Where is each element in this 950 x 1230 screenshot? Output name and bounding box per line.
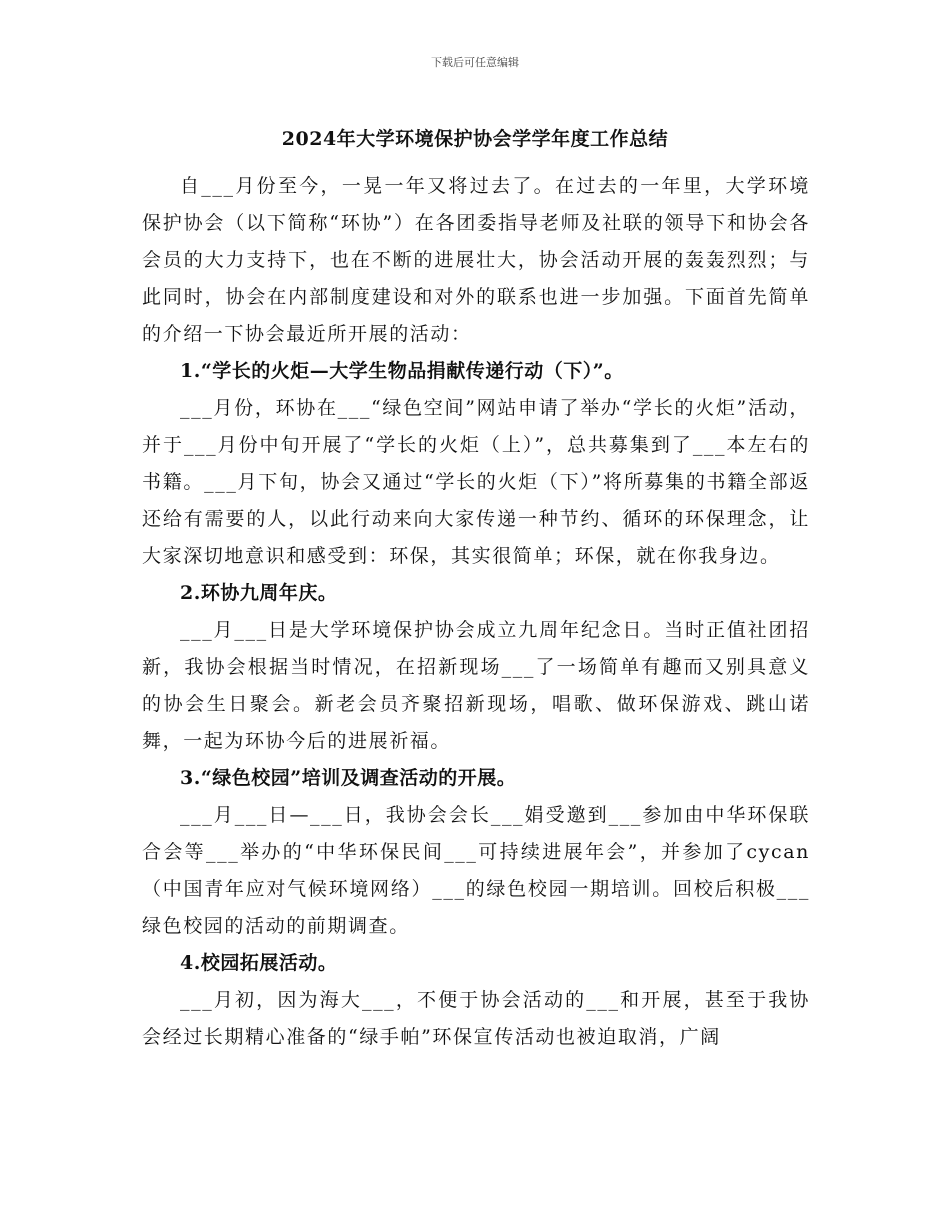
document-body bbox=[142, 168, 810, 1056]
section-2-heading: 2.环协九周年庆。 bbox=[180, 582, 338, 604]
section-1-heading: 1.“学长的火炬—大学生物品捐献传递行动（下）”。 bbox=[180, 360, 624, 382]
section-4-heading: 4.校园拓展活动。 bbox=[180, 952, 338, 974]
section-2-body: ___月___日是大学环境保护协会成立九周年纪念日。当时正值社团招新，我协会根据当时情况，在招新现场___了一场简单有趣而又别具意义的协会生日聚会。新老会员齐聚招新现场，唱歌、做环保游戏、跳山诺舞，一起为环协今后的进展祈福。 bbox=[142, 619, 810, 752]
section-1-body: ___月份，环协在___“绿色空间”网站申请了举办“学长的火炬”活动，并于___月份中旬开展了“学长的火炬（上）”，总共募集到了___本左右的书籍。___月下旬，协会又通过“学长的火炬（下）”将所募集的书籍全部返还给有需要的人，以此行动来向大家传递一种节约、循环的环保理念，让大家深切地意识和感受到：环保，其实很简单；环保，就在你我身边。 bbox=[142, 397, 810, 567]
section-3-body: ___月___日—___日，我协会会长___娟受邀到___参加由中华环保联合会等___举办的“中华环保民间___可持续进展年会”，并参加了cycan（中国青年应对气候环境网络）___的绿色校园一期培训。回校后积极___绿色校园的活动的前期调查。 bbox=[142, 804, 810, 937]
section-3-heading: 3.“绿色校园”培训及调查活动的开展。 bbox=[180, 767, 517, 789]
intro-paragraph: 自___月份至今，一晃一年又将过去了。在过去的一年里，大学环境保护协会（以下简称“环协”）在各团委指导老师及社联的领导下和协会各会员的大力支持下，也在不断的进展壮大，协会活动开展的轰轰烈烈；与此同时，协会在内部制度建设和对外的联系也进一步加强。下面首先简单的介绍一下协会最近所开展的活动： bbox=[142, 175, 810, 345]
section-4-body: ___月初，因为海大___，不便于协会活动的___和开展，甚至于我协会经过长期精心准备的“绿手帕”环保宣传活动也被迫取消，广阔 bbox=[142, 989, 810, 1048]
document-title: 2024年大学环境保护协会学学年度工作总结 bbox=[281, 128, 669, 150]
header-note: 下载后可任意编辑 bbox=[431, 56, 519, 69]
